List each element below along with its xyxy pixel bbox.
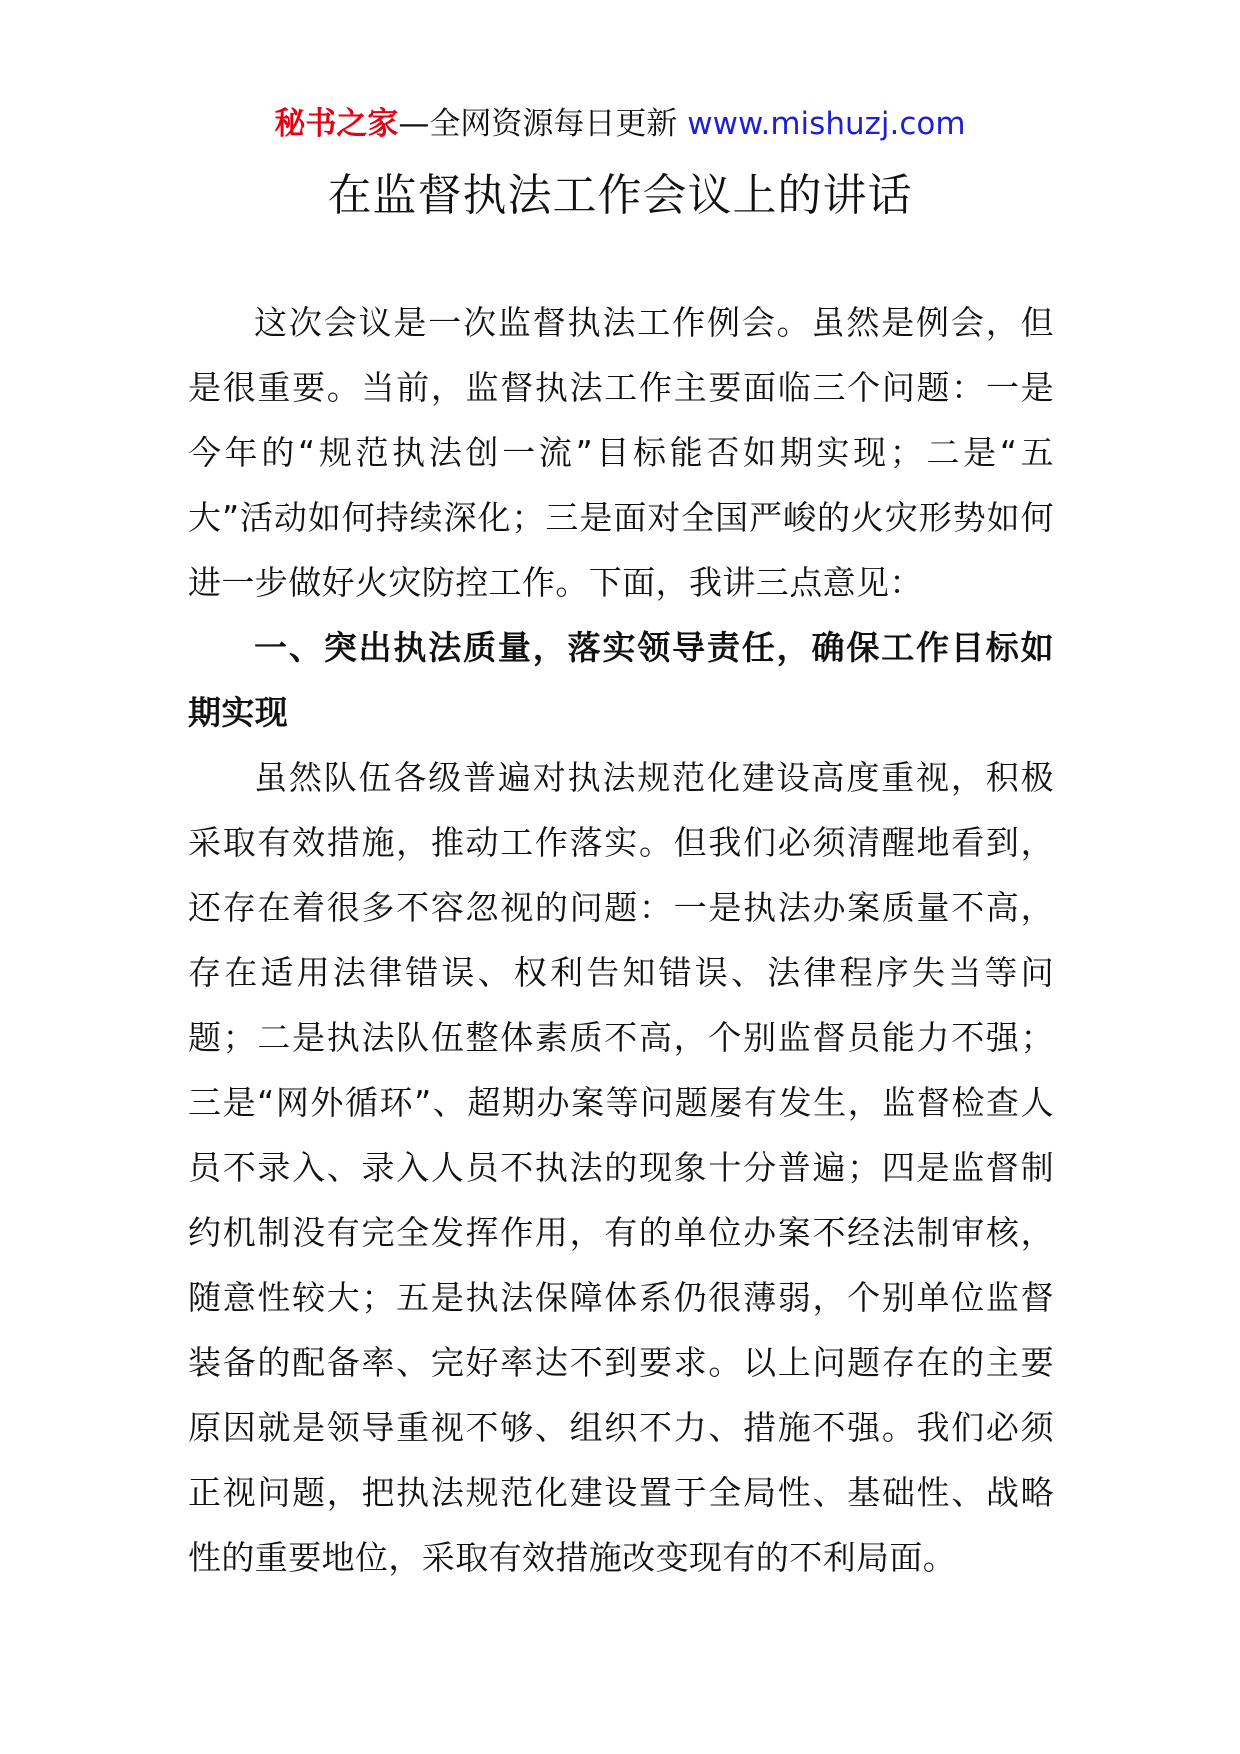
document-title: 在监督执法工作会议上的讲话	[327, 170, 913, 221]
site-header	[0, 104, 1240, 144]
paragraph-section-1: 虽然队伍各级普遍对执法规范化建设高度重视，积极采取有效措施，推动工作落实。但我们必须清醒地看到，还存在着很多不容忽视的问题：一是执法办案质量不高，存在适用法律错误、权利告知错误、法律程序失当等问题；二是执法队伍整体素质不高，个别监督员能力不强；三是“网外循环”、超期办案等问题屡有发生，监督检查人员不录入、录入人员不执法的现象十分普遍；四是监督制约机制没有完全发挥作用，有的单位办案不经法制审核，随意性较大；五是执法保障体系仍很薄弱，个别单位监督装备的配备率、完好率达不到要求。以上问题存在的主要原因就是领导重视不够、组织不力、措施不强。我们必须正视问题，把执法规范化建设置于全局性、基础性、战略性的重要地位，采取有效措施改变现有的不利局面。	[188, 758, 1054, 1577]
header-tagline: —全网资源每日更新	[398, 106, 688, 142]
section-heading-1: 一、突出执法质量，落实领导责任，确保工作目标如期实现	[188, 628, 1054, 732]
paragraph-intro: 这次会议是一次监督执法工作例会。虽然是例会，但是很重要。当前，监督执法工作主要面临三个问题：一是今年的“规范执法创一流”目标能否如期实现；二是“五大”活动如何持续深化；三是面对全国严峻的火灾形势如何进一步做好火灾防控工作。下面，我讲三点意见：	[188, 303, 1054, 602]
site-url-link[interactable]: www.mishuzj.com	[687, 106, 966, 142]
document-body	[188, 290, 1054, 1590]
brand-name: 秘书之家	[274, 106, 399, 142]
